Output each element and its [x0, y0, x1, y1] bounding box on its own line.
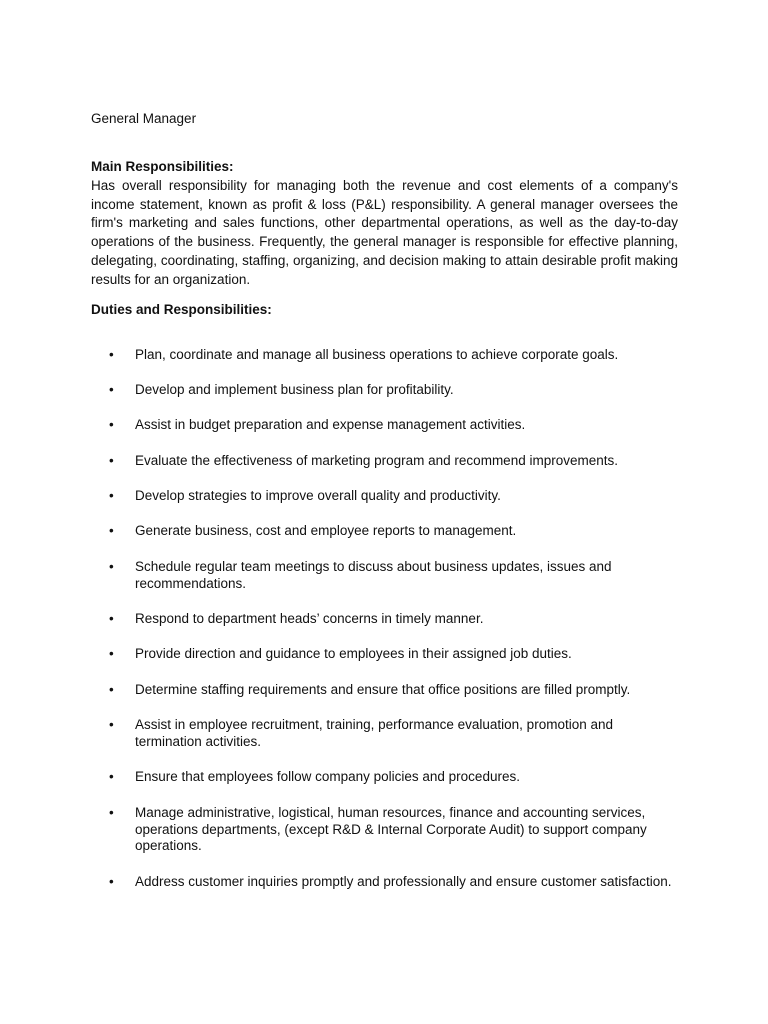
bullet-icon: •	[109, 347, 114, 362]
duty-text: Respond to department heads’ concerns in timely manner.	[135, 611, 484, 626]
duty-text: Develop strategies to improve overall quality and productivity.	[135, 488, 501, 503]
duty-text: Provide direction and guidance to employees in their assigned job duties.	[135, 646, 572, 661]
bullet-icon: •	[109, 559, 114, 574]
duty-text: Manage administrative, logistical, human resources, finance and accounting services, operations departments, (except R&D & Internal Corporate Audit) to support company operations.	[135, 805, 647, 853]
bullet-icon: •	[109, 717, 114, 732]
duty-text: Evaluate the effectiveness of marketing program and recommend improvements.	[135, 453, 618, 468]
main-responsibilities-paragraph: Has overall responsibility for managing both the revenue and cost elements of a company's income statement, known as profit & loss (P&L) responsibility. A general manager oversees the firm's marketing and sales functions, other departmental operations, as well as the day-to-day operations of the business. Frequently, the general manager is responsible for effective planning, delegating, coordinating, staffing, organizing, and decision making to attain desirable profit making results for an organization.	[91, 178, 678, 287]
bullet-icon: •	[109, 453, 114, 468]
bullet-icon: •	[109, 523, 114, 538]
duty-text: Assist in budget preparation and expense management activities.	[135, 417, 526, 432]
bullet-icon: •	[109, 382, 114, 397]
bullet-icon: •	[109, 682, 114, 697]
bullet-icon: •	[109, 611, 114, 626]
bullet-icon: •	[109, 805, 114, 820]
duty-text: Schedule regular team meetings to discuss about business updates, issues and recommendations.	[135, 559, 612, 591]
duty-text: Determine staffing requirements and ensure that office positions are filled promptly.	[135, 682, 631, 697]
duty-text: Plan, coordinate and manage all business operations to achieve corporate goals.	[135, 347, 619, 362]
bullet-icon: •	[109, 646, 114, 661]
duty-text: Generate business, cost and employee reports to management.	[135, 523, 517, 538]
duty-text: Address customer inquiries promptly and professionally and ensure customer satisfaction.	[135, 874, 672, 889]
duty-text: Assist in employee recruitment, training, performance evaluation, promotion and termination activities.	[135, 717, 613, 749]
duties-heading: Duties and Responsibilities:	[91, 302, 272, 317]
bullet-icon: •	[109, 769, 114, 784]
duty-text: Ensure that employees follow company policies and procedures.	[135, 769, 520, 784]
bullet-icon: •	[109, 488, 114, 503]
duty-text: Develop and implement business plan for profitability.	[135, 382, 454, 397]
bullet-icon: •	[109, 874, 114, 889]
bullet-icon: •	[109, 417, 114, 432]
document-title: General Manager	[91, 111, 197, 126]
main-responsibilities-heading: Main Responsibilities:	[91, 159, 234, 174]
